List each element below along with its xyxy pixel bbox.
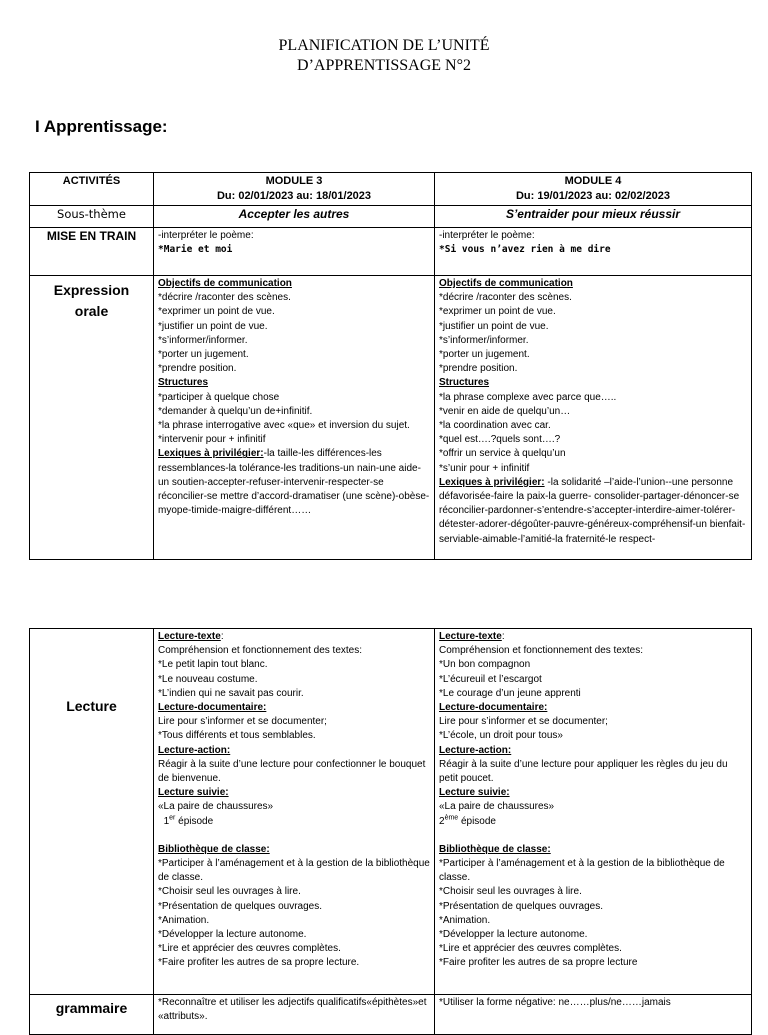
grammaire-row — [30, 995, 752, 1035]
lecture-m4: Lecture-texte: Compréhension et fonctionnement des textes: *Un bon compagnon *L’écureuil et l’escargot *Le courage d’un jeune apprenti Lecture-documentaire: Lire pour s’informer et se documenter; *L’école, un droit pour tous» Lecture-action: Réagir à la suite d’une lecture pour appliquer les règles du jeu du petit poucet. Lecture suivie: «La paire de chaussures» 2ème épisode Bibliothèque de classe: *Participer à l’aménagement et à la gestion de la bibliothèque de classe. *Choisir seul les ouvrages à lire. *Présentation de quelques ouvrages. *Animation. *Développer la lecture autonome. *Lire et apprécier des œuvres complètes. *Faire profiter les autres de sa propre lecture — [435, 629, 752, 995]
planning-table-1 — [29, 172, 752, 560]
header-module-3: MODULE 3 Du: 02/01/2023 au: 18/01/2023 — [154, 173, 435, 206]
section-heading: I Apprentissage: — [35, 117, 168, 136]
document-title — [0, 36, 768, 76]
expression-orale-m4: Objectifs de communication *décrire /raconter des scènes. *exprimer un point de vue. *justifier un point de vue. *s’informer/informer. *porter un jugement. *prendre position. Structures *la phrase complexe avec parce que….. *venir en aide de quelqu’un… *la coordination avec car. *quel est….?quels sont….? *offrir un service à quelqu’un *s’unir pour + infinitif Lexiques à privilégier: -la solidarité –l’aide-l’union--une personne défavorisée-faire la paix-la guerre- consolider-partager-dénoncer-se réconcilier-pardonner-s’entendre-s’accepter-interdire-aimer-tolérer-détester-adorer-dégoûter-pauvre-généreux-compréhensif-un bienfait-serviable-aimable-l’amitié-la fraternité-le respect- — [435, 276, 752, 560]
mise-en-train-label: MISE EN TRAIN — [30, 228, 154, 276]
sous-theme-m3: Accepter les autres — [154, 206, 435, 228]
expression-orale-label: Expression orale — [30, 276, 154, 560]
planning-table-2 — [29, 628, 752, 1035]
grammaire-m3: *Reconnaître et utiliser les adjectifs qualificatifs«épithètes»et «attributs». — [154, 995, 435, 1035]
title-line-1: PLANIFICATION DE L’UNITÉ — [278, 37, 490, 54]
header-module-4: MODULE 4 Du: 19/01/2023 au: 02/02/2023 — [435, 173, 752, 206]
lecture-label: Lecture — [30, 629, 154, 995]
grammaire-label: grammaire — [30, 995, 154, 1035]
lecture-row — [30, 629, 752, 995]
header-activites: ACTIVITÉS — [30, 173, 154, 206]
sous-theme-label: Sous-thème — [30, 206, 154, 228]
grammaire-m4: *Utiliser la forme négative: ne……plus/ne……jamais — [435, 995, 752, 1035]
header-row — [30, 173, 752, 206]
mise-en-train-row — [30, 228, 752, 276]
expression-orale-m3: Objectifs de communication *décrire /raconter des scènes. *exprimer un point de vue. *justifier un point de vue. *s’informer/informer. *porter un jugement. *prendre position. Structures *participer à quelque chose *demander à quelqu’un de+infinitif. *la phrase interrogative avec «que» et inversion du sujet. *intervenir pour + infinitif Lexiques à privilégier:-la taille-les différences-les ressemblances-la tolérance-les traditions-un nain-une aide-un soutien-accepter-refuser-intervenir-respecter-se réconcilier-se mettre d’accord-dramatiser (une scène)-obèse-myope-timide-maigre-différent…… — [154, 276, 435, 560]
lecture-m3: Lecture-texte: Compréhension et fonctionnement des textes: *Le petit lapin tout blanc. *Le nouveau costume. *L’indien qui ne savait pas courir. Lecture-documentaire: Lire pour s’informer et se documenter; *Tous différents et tous semblables. Lecture-action: Réagir à la suite d’une lecture pour confectionner le bouquet de bienvenue. Lecture suivie: «La paire de chaussures» 1er épisode Bibliothèque de classe: *Participer à l’aménagement et à la gestion de la bibliothèque de classe. *Choisir seul les ouvrages à lire. *Présentation de quelques ouvrages. *Animation. *Développer la lecture autonome. *Lire et apprécier des œuvres complètes. *Faire profiter les autres de sa propre lecture. — [154, 629, 435, 995]
mise-en-train-m3: -interpréter le poème: *Marie et moi — [154, 228, 435, 276]
sous-theme-m4: S’entraider pour mieux réussir — [435, 206, 752, 228]
expression-orale-row — [30, 276, 752, 560]
title-line-2: D’APPRENTISSAGE N°2 — [297, 57, 471, 74]
sous-theme-row — [30, 206, 752, 228]
mise-en-train-m4: -interpréter le poème: *Si vous n’avez rien à me dire — [435, 228, 752, 276]
